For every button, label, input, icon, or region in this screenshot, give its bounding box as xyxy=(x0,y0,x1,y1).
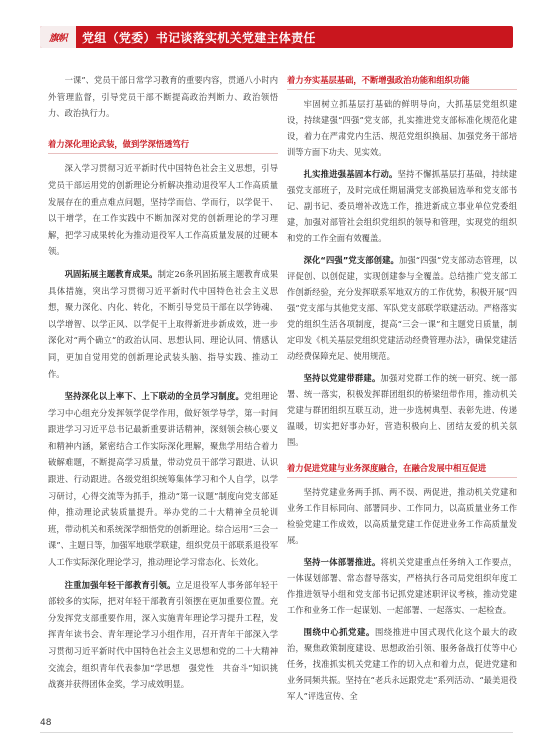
paragraph: 深入学习贯彻习近平新时代中国特色社会主义思想，引导党员干部运用党的创新理论分析解决推动退役军人工作高质量发展存在的重点难点问题，坚持学而信、学而行，以学促干、以干增学，在工作实践中不断加深对党的创新理论的学习理解，把学习成果转化为推动退役军人工作高质量发展的过硬本领。 xyxy=(48,163,278,257)
paragraph-bold-lead: 坚持深化以上率下、上下联动的全员学习制度。 xyxy=(64,391,245,402)
paragraph-bold-lead: 围绕中心抓党建。 xyxy=(303,627,375,637)
page-number: 48 xyxy=(40,718,52,728)
paragraph-text: 制定26条巩固拓展主题教育成果具体措施，突出学习贯彻习近平新时代中国特色社会主义思想，聚力深化、内化、转化，不断引导党员干部在以学铸魂、以学增智、以学正风、以学促干上取得新进步新成效，进一步深化对“两个确立”的政治认同、思想认同、理论认同、情感认同，更加自觉用党的创新理论武装头脑、指导实践、推动工作。 xyxy=(48,268,278,379)
section-heading-theory: 着力深化理论武装，做到学深悟透笃行 xyxy=(48,136,278,155)
paragraph xyxy=(287,554,517,618)
paragraph-bold-lead: 坚持一体部署推进。 xyxy=(303,557,381,567)
brand-logo: 旗帜 xyxy=(40,26,76,48)
lead-paragraph: 一课”、党员干部日常学习教育的重要内容，贯通八小时内外管理监督，引导党员干部不断提高政治判断力、政治领悟力、政治执行力。 xyxy=(48,75,278,119)
paragraph-bold-lead: 注重加强年轻干部教育引领。 xyxy=(64,579,176,590)
paragraph xyxy=(48,266,278,382)
paragraph: 牢固树立抓基层打基础的鲜明导向，大抓基层党组织建设，持续建强“四强”党支部，扎实推进党支部标准化规范化建设，着力在严肃党内生活、规范党组织换届、加强党务干部培训等方面下功夫、见实效。 xyxy=(287,99,517,157)
paragraph xyxy=(287,166,517,246)
section-heading-grassroots: 着力夯实基层基础，不断增强政治功能和组织功能 xyxy=(287,72,517,90)
right-column xyxy=(287,72,517,710)
paragraph xyxy=(48,388,278,571)
paragraph-bold-lead: 扎实推进强基固本行动。 xyxy=(303,169,398,179)
header-title: 党组（党委）书记谈落实机关党建主体责任 xyxy=(82,30,316,45)
paragraph xyxy=(287,370,517,450)
paragraph-bold-lead: 巩固拓展主题教育成果。 xyxy=(64,268,158,279)
page-header xyxy=(40,26,513,48)
paragraph xyxy=(287,252,517,364)
paragraph-text: 党组理论学习中心组充分发挥领学促学作用，做好领学导学，第一时间跟进学习习近平总书记最新重要讲话精神，深刻领会核心要义和精神内涵，紧密结合工作实际深化理解，聚焦学用结合着力破解难题，不断提高学习质量，带动党员干部学习跟进、认识跟进、行动跟进。各级党组织统筹集体学习和个人自学，以学习研讨，心得交流等为抓手，推动“第一议题”制度向党支部延伸，推动理论武装质量提升。举办党的二十大精神全员轮训班，带动机关和系统深学细悟党的创新理论。综合运用“三会一课”、主题日等，加强军地联学联建，组织党员干部联系退役军人工作实际深化理论学习，推动理论学习常态化、长效化。 xyxy=(48,391,278,568)
paragraph-text: 立足退役军人事务部年轻干部较多的实际，把对年轻干部教育引领摆在更加重要位置。充分发挥党支部重要作用，深入实施青年理论学习提升工程，发挥青年读书会、青年理论学习小组作用，召开青年干部深入学习贯彻习近平新时代中国特色社会主义思想和党的二十大精神交流会，组织青年代表参加“学思想 强党性 共奋斗”知识挑战赛并获得团体金奖，学习成效明显。 xyxy=(48,579,278,690)
paragraph-text: 加强对党群工作的统一研究、统一部署、统一落实，积极发挥群团组织的桥梁纽带作用，推动机关党建与群团组织互联互动，进一步选树典型、表彰先进、传递温暖，切实把好事办好，营造积极向上、团结友爱的机关氛围。 xyxy=(287,373,517,447)
paragraph-text: 加强“四强”党支部动态管理，以评促创、以创促建，实现创建参与全覆盖。总结推广党支部工作创新经验，充分发挥联系军地双方的工作优势，积极开展“四强”党支部与其他党支部、军队党支部联学联建活动。严格落实党的组织生活各项制度，提高“三会一课”和主题党日质量，制定印发《机关基层党组织党建活动经费管理办法》，确保党建活动经费保障充足、使用规范。 xyxy=(287,255,517,361)
left-column xyxy=(48,72,278,699)
paragraph xyxy=(48,577,278,693)
paragraph-bold-lead: 坚持以党建带群建。 xyxy=(303,373,381,383)
paragraph xyxy=(287,624,517,704)
footer-divider xyxy=(40,732,513,733)
paragraph-text: 围绕推进中国式现代化这个最大的政治，聚焦政策制度建设、思想政治引领、服务备战打仗等中心任务，找准抓实机关党建工作的切入点和着力点，促进党建和业务同频共振。坚持在“老兵永远跟党走”系列活动、“最美退役军人”评选宣传、全 xyxy=(287,627,517,701)
paragraph-text: 坚持不懈抓基层打基础，持续建强党支部班子，及时完成任期届满党支部换届选举和党支部书记、副书记、委员增补改选工作，推进新成立事业单位党委组建，加强对部管社会组织党组织的领导和管理，实现党的组织和党的工作全面有效覆盖。 xyxy=(287,169,517,243)
paragraph-bold-lead: 深化“四强”党支部创建。 xyxy=(303,255,399,265)
section-heading-integration: 着力促进党建与业务深度融合，在融合发展中相互促进 xyxy=(287,460,517,478)
paragraph-text: 将机关党建重点任务纳入工作要点，一体谋划部署、常态督导落实，严格执行各司局党组织年度工作推进领导小组和党支部书记抓党建述职评议考核，推动党建工作和业务工作一起谋划、一起部署、一起落实、一起检查。 xyxy=(287,557,517,615)
paragraph: 坚持党建业务两手抓、两不误、两促进，推动机关党建和业务工作目标同向、部署同步、工作同力，以高质量业务工作检验党建工作成效，以高质量党建工作促进业务工作高质量发展。 xyxy=(287,487,517,545)
